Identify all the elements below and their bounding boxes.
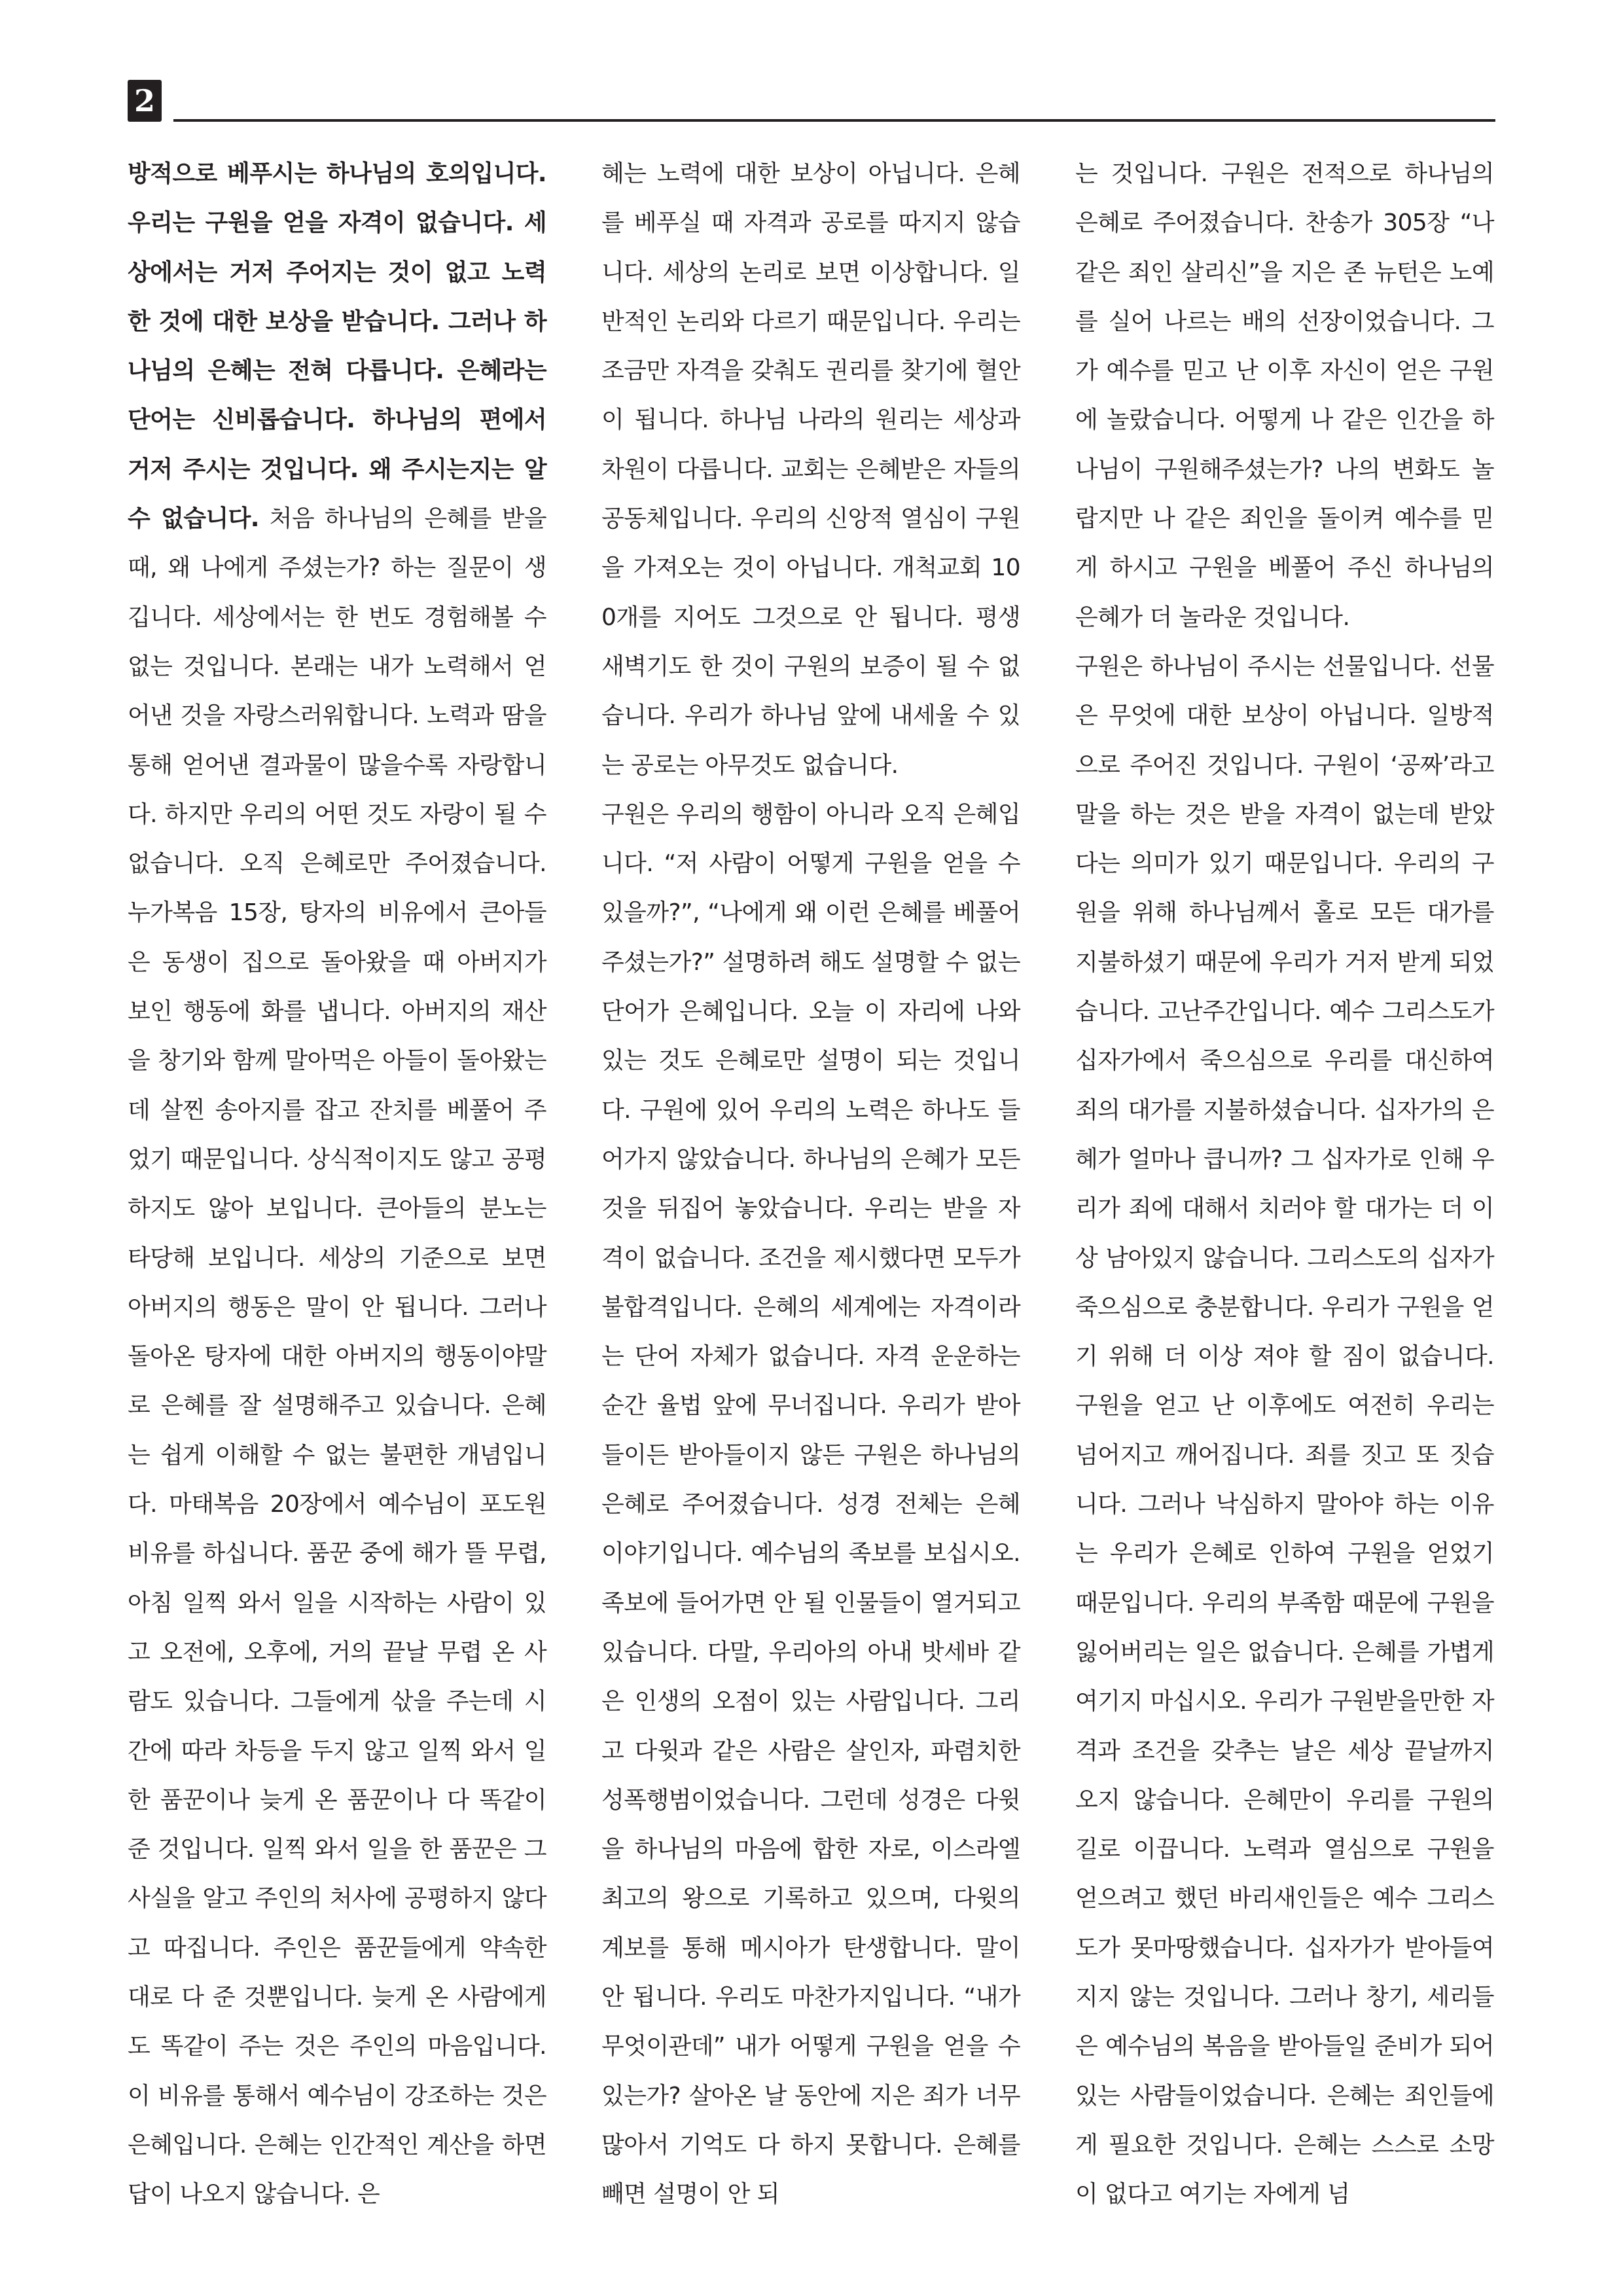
lead-bold-text: 방적으로 베푸시는 하나님의 호의입니다. 우리는 구원을 얻을 자격이 없습니다. 세상에서는 거저 주어지는 것이 없고 노력한 것에 대한 보상을 받습니다. 그러나 하나님의 은혜는 전혀 다릅니다. 은혜라는 단어는 신비롭습니다. 하나님의 편에서 거저 주시는 것입니다. 왜 주시는지는 알 수 없습니다. xyxy=(128,160,546,533)
column-2 xyxy=(601,149,1020,2219)
column-3-paragraph-1: 는 것입니다. 구원은 전적으로 하나님의 은혜로 주어졌습니다. 찬송가 305장 “나 같은 죄인 살리신”을 지은 존 뉴턴은 노예를 실어 나르는 배의 선장이었습니다. 그가 예수를 믿고 난 이후 자신이 얻은 구원에 놀랐습니다. 어떻게 나 같은 인간을 하나님이 구원해주셨는가? 나의 변화도 놀랍지만 나 같은 죄인을 돌이켜 예수를 믿게 하시고 구원을 베풀어 주신 하나님의 은혜가 더 놀라운 것입니다. xyxy=(1075,160,1494,631)
header-rule xyxy=(173,119,1495,122)
column-1-paragraph xyxy=(128,149,546,2219)
body-text: 처음 하나님의 은혜를 받을 때, 왜 나에게 주셨는가? 하는 질문이 생깁니다. 세상에서는 한 번도 경험해볼 수 없는 것입니다. 본래는 내가 노력해서 얻어낸 것을 자랑스러워합니다. 노력과 땀을 통해 얻어낸 결과물이 많을수록 자랑합니다. 하지만 우리의 어떤 것도 자랑이 될 수 없습니다. 오직 은혜로만 주어졌습니다. 누가복음 15장, 탕자의 비유에서 큰아들은 동생이 집으로 돌아왔을 때 아버지가 보인 행동에 화를 냅니다. 아버지의 재산을 창기와 함께 말아먹은 아들이 돌아왔는데 살찐 송아지를 잡고 잔치를 베풀어 주었기 때문입니다. 상식적이지도 않고 공평하지도 않아 보입니다. 큰아들의 분노는 타당해 보입니다. 세상의 기준으로 보면 아버지의 행동은 말이 안 됩니다. 그러나 돌아온 탕자에 대한 아버지의 행동이야말로 은혜를 잘 설명해주고 있습니다. 은혜는 쉽게 이해할 수 없는 불편한 개념입니다. 마태복음 20장에서 예수님이 포도원 비유를 하십니다. 품꾼 중에 해가 뜰 무렵, 아침 일찍 와서 일을 시작하는 사람이 있고 오전에, 오후에, 거의 끝날 무렵 온 사람도 있습니다. 그들에게 삯을 주는데 시간에 따라 차등을 두지 않고 일찍 와서 일한 품꾼이나 늦게 온 품꾼이나 다 똑같이 준 것입니다. 일찍 와서 일을 한 품꾼은 그 사실을 알고 주인의 처사에 공평하지 않다고 따집니다. 주인은 품꾼들에게 약속한 대로 다 준 것뿐입니다. 늦게 온 사람에게도 똑같이 주는 것은 주인의 마음입니다. 이 비유를 통해서 예수님이 강조하는 것은 은혜입니다. 은혜는 인간적인 계산을 하면 답이 나오지 않습니다. 은 xyxy=(128,505,547,2208)
page-header xyxy=(128,80,1495,122)
column-2-paragraph-1: 혜는 노력에 대한 보상이 아닙니다. 은혜를 베푸실 때 자격과 공로를 따지지 않습니다. 세상의 논리로 보면 이상합니다. 일반적인 논리와 다르기 때문입니다. 우리는 조금만 자격을 갖춰도 권리를 찾기에 혈안이 됩니다. 하나님 나라의 원리는 세상과 차원이 다릅니다. 교회는 은혜받은 자들의 공동체입니다. 우리의 신앙적 열심이 구원을 가져오는 것이 아닙니다. 개척교회 100개를 지어도 그것으로 안 됩니다. 평생 새벽기도 한 것이 구원의 보증이 될 수 없습니다. 우리가 하나님 앞에 내세울 수 있는 공로는 아무것도 없습니다. xyxy=(601,160,1020,779)
page-number: 2 xyxy=(128,80,162,122)
column-1 xyxy=(128,149,546,2219)
column-3-paragraph-2: 구원은 하나님이 주시는 선물입니다. 선물은 무엇에 대한 보상이 아닙니다. 일방적으로 주어진 것입니다. 구원이 ‘공짜’라고 말을 하는 것은 받을 자격이 없는데 받았다는 의미가 있기 때문입니다. 우리의 구원을 위해 하나님께서 홀로 모든 대가를 지불하셨기 때문에 우리가 거저 받게 되었습니다. 고난주간입니다. 예수 그리스도가 십자가에서 죽으심으로 우리를 대신하여 죄의 대가를 지불하셨습니다. 십자가의 은혜가 얼마나 큽니까? 그 십자가로 인해 우리가 죄에 대해서 치러야 할 대가는 더 이상 남아있지 않습니다. 그리스도의 십자가 죽으심으로 충분합니다. 우리가 구원을 얻기 위해 더 이상 져야 할 짐이 없습니다. 구원을 얻고 난 이후에도 여전히 우리는 넘어지고 깨어집니다. 죄를 짓고 또 짓습니다. 그러나 낙심하지 말아야 하는 이유는 우리가 은혜로 인하여 구원을 얻었기 때문입니다. 우리의 부족함 때문에 구원을 잃어버리는 일은 없습니다. 은혜를 가볍게 여기지 마십시오. 우리가 구원받을만한 자격과 조건을 갖추는 날은 세상 끝날까지 오지 않습니다. 은혜만이 우리를 구원의 길로 이끕니다. 노력과 열심으로 구원을 얻으려고 했던 바리새인들은 예수 그리스도가 못마땅했습니다. 십자가가 받아들여지지 않는 것입니다. 그러나 창기, 세리들은 예수님의 복음을 받아들일 준비가 되어 있는 사람들이었습니다. 은혜는 죄인들에게 필요한 것입니다. 은혜는 스스로 소망이 없다고 여기는 자에게 넘 xyxy=(1075,653,1494,2208)
column-3 xyxy=(1075,149,1494,2219)
article-body xyxy=(128,149,1495,2244)
column-2-paragraph-2: 구원은 우리의 행함이 아니라 오직 은혜입니다. “저 사람이 어떻게 구원을 얻을 수 있을까?”, “나에게 왜 이런 은혜를 베풀어 주셨는가?” 설명하려 해도 설명할 수 없는 단어가 은혜입니다. 오늘 이 자리에 나와 있는 것도 은혜로만 설명이 되는 것입니다. 구원에 있어 우리의 노력은 하나도 들어가지 않았습니다. 하나님의 은혜가 모든 것을 뒤집어 놓았습니다. 우리는 받을 자격이 없습니다. 조건을 제시했다면 모두가 불합격입니다. 은혜의 세계에는 자격이라는 단어 자체가 없습니다. 자격 운운하는 순간 율법 앞에 무너집니다. 우리가 받아들이든 받아들이지 않든 구원은 하나님의 은혜로 주어졌습니다. 성경 전체는 은혜 이야기입니다. 예수님의 족보를 보십시오. 족보에 들어가면 안 될 인물들이 열거되고 있습니다. 다말, 우리아의 아내 밧세바 같은 인생의 오점이 있는 사람입니다. 그리고 다윗과 같은 사람은 살인자, 파렴치한 성폭행범이었습니다. 그런데 성경은 다윗을 하나님의 마음에 합한 자로, 이스라엘 최고의 왕으로 기록하고 있으며, 다윗의 계보를 통해 메시아가 탄생합니다. 말이 안 됩니다. 우리도 마찬가지입니다. “내가 무엇이관데” 내가 어떻게 구원을 얻을 수 있는가? 살아온 날 동안에 지은 죄가 너무 많아서 기억도 다 하지 못합니다. 은혜를 빼면 설명이 안 되 xyxy=(601,800,1020,2208)
